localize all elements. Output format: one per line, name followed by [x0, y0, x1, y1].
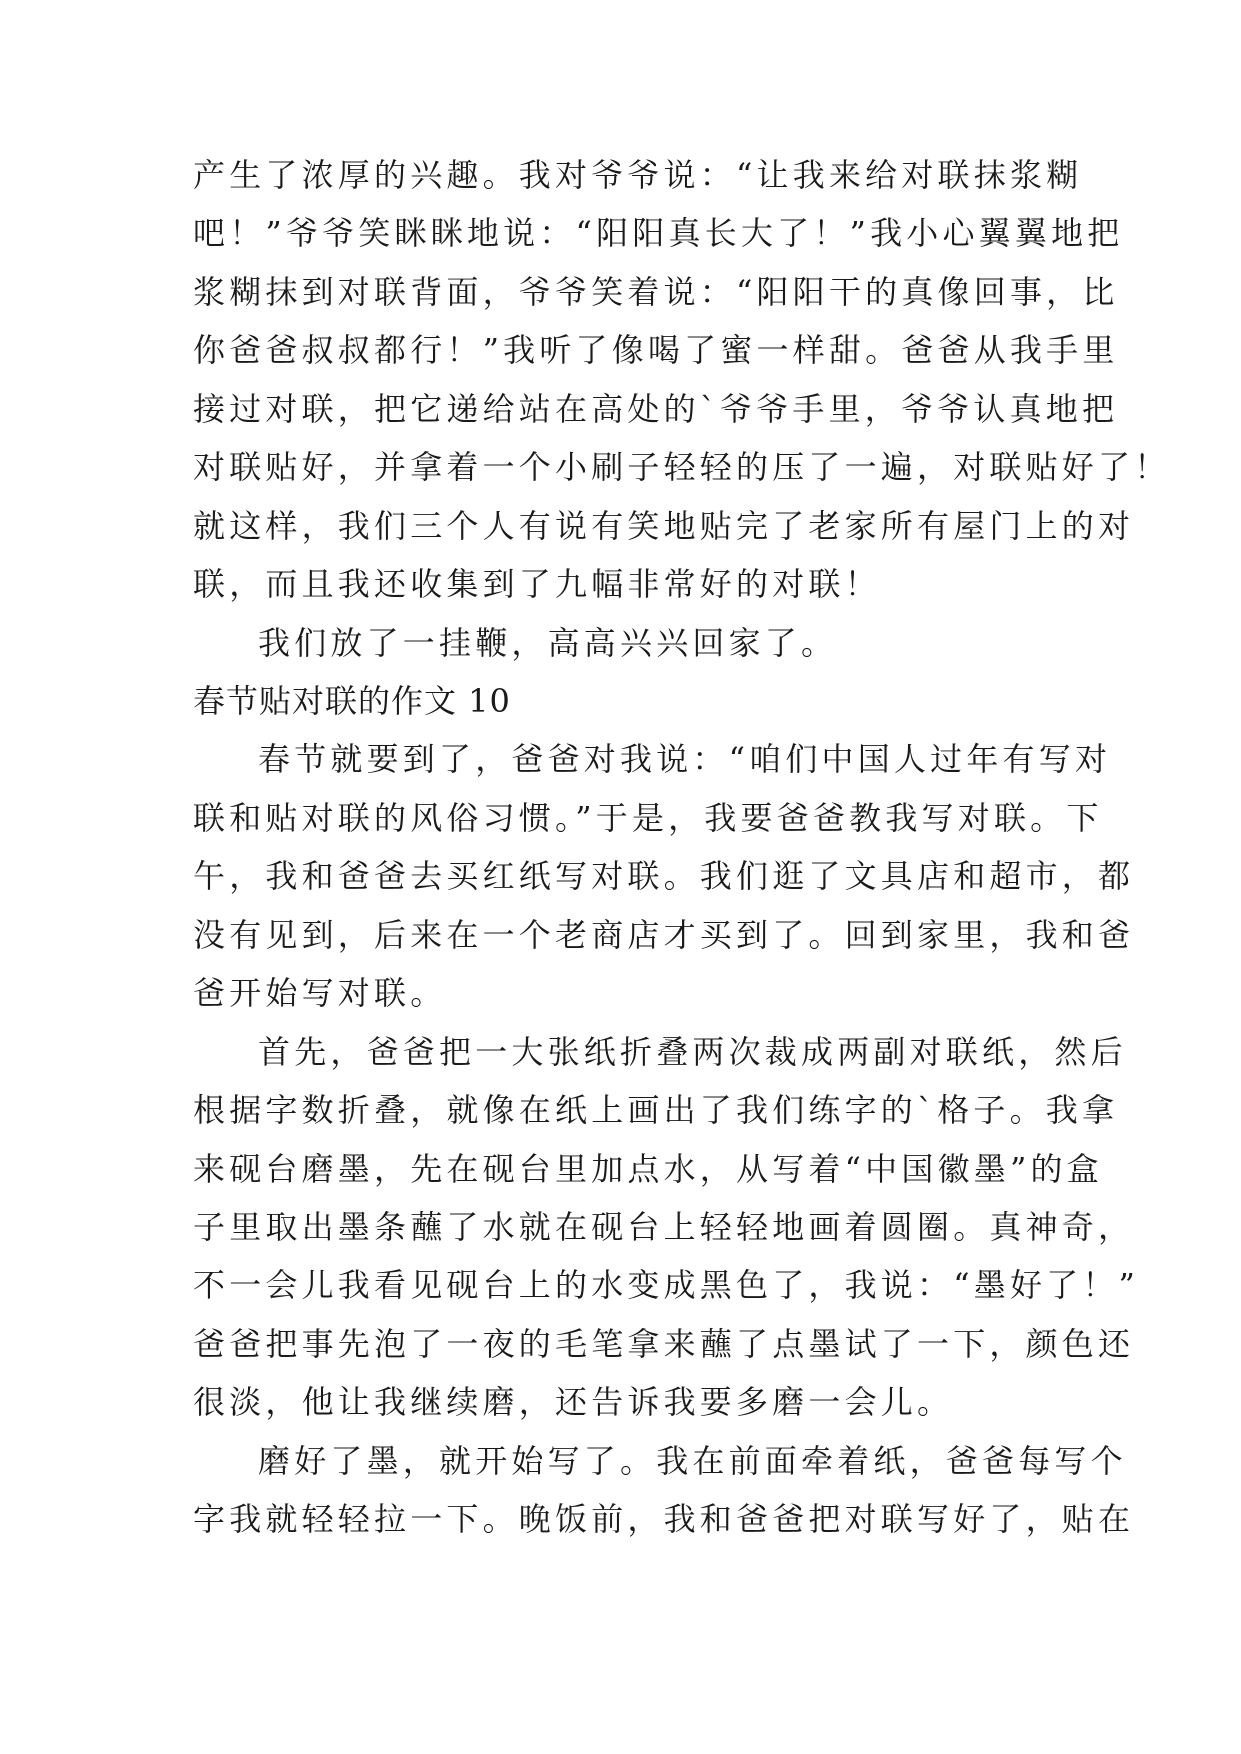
text-line: 对联贴好，并拿着一个小刷子轻轻的压了一遍，对联贴好了！: [193, 448, 1171, 486]
paragraph-first-line: 我们放了一挂鞭，高高兴兴回家了。: [258, 624, 838, 662]
text-line: 联和贴对联的风俗习惯。”于是，我要爸爸教我写对联。下: [193, 799, 1103, 837]
text-line: 爸开始写对联。: [193, 974, 447, 1012]
paragraph-first-line: 春节就要到了，爸爸对我说：“咱们中国人过年有写对: [258, 740, 1112, 778]
text-line: 午，我和爸爸去买红纸写对联。我们逛了文具店和超市，都: [193, 857, 1135, 895]
text-line: 就这样，我们三个人有说有笑地贴完了老家所有屋门上的对: [193, 507, 1135, 545]
text-line: 不一会儿我看见砚台上的水变成黑色了，我说：“墨好了！”: [193, 1266, 1140, 1304]
paragraph-first-line: 磨好了墨，就开始写了。我在前面牵着纸，爸爸每写个: [258, 1442, 1127, 1480]
text-line: 吧！”爷爷笑眯眯地说：“阳阳真长大了！”我小心翼翼地把: [193, 214, 1124, 252]
text-line: 接过对联，把它递给站在高处的`爷爷手里，爷爷认真地把: [193, 390, 1119, 428]
text-line: 来砚台磨墨，先在砚台里加点水，从写着“中国徽墨”的盒: [193, 1150, 1103, 1188]
text-line: 子里取出墨条蘸了水就在砚台上轻轻地画着圆圈。真神奇，: [193, 1208, 1135, 1246]
text-line: 没有见到，后来在一个老商店才买到了。回到家里，我和爸: [193, 916, 1135, 954]
text-line: 联，而且我还收集到了九幅非常好的对联！: [193, 565, 881, 603]
section-heading: 春节贴对联的作文 10: [193, 682, 511, 720]
text-line: 爸爸把事先泡了一夜的毛笔拿来蘸了点墨试了一下，颜色还: [193, 1325, 1135, 1363]
text-line: 产生了浓厚的兴趣。我对爷爷说：“让我来给对联抹浆糊: [193, 156, 1083, 194]
paragraph-first-line: 首先，爸爸把一大张纸折叠两次裁成两副对联纸，然后: [258, 1033, 1127, 1071]
text-line: 字我就轻轻拉一下。晚饭前，我和爸爸把对联写好了，贴在: [193, 1500, 1135, 1538]
text-line: 很淡，他让我继续磨，还告诉我要多磨一会儿。: [193, 1383, 954, 1421]
text-line: 根据字数折叠，就像在纸上画出了我们练字的`格子。我拿: [193, 1091, 1119, 1129]
text-line: 浆糊抹到对联背面，爷爷笑着说：“阳阳干的真像回事，比: [193, 273, 1119, 311]
text-line: 你爸爸叔叔都行！”我听了像喝了蜜一样甜。爸爸从我手里: [193, 331, 1119, 369]
